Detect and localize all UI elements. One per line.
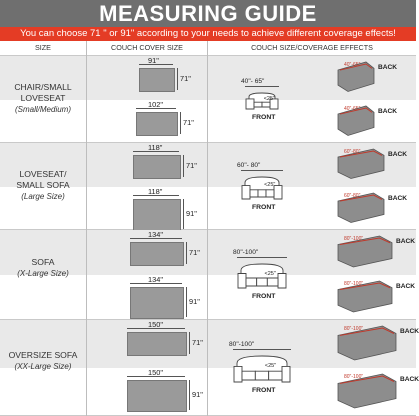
cover-rectangle bbox=[133, 199, 181, 231]
back-coverage-range: 80"-100" bbox=[344, 281, 364, 287]
size-label bbox=[0, 82, 86, 115]
height-dimension-line bbox=[180, 112, 181, 134]
page-title: MEASURING GUIDE bbox=[0, 0, 416, 27]
front-label: FRONT bbox=[252, 203, 276, 211]
size-name: CHAIR/SMALL bbox=[14, 81, 72, 92]
front-label: FRONT bbox=[252, 387, 276, 394]
cover-rectangle bbox=[133, 155, 181, 179]
cover-width: 150" bbox=[148, 320, 163, 329]
seat-depth: <25" bbox=[264, 270, 276, 277]
back-label: BACK bbox=[400, 376, 419, 383]
cover-height: 71" bbox=[192, 338, 203, 347]
height-dimension-line bbox=[189, 332, 190, 354]
couch-width-line bbox=[237, 257, 287, 258]
cover-rectangle bbox=[130, 287, 184, 319]
height-dimension-line bbox=[183, 155, 184, 177]
couch-width-range: 80"-100" bbox=[233, 249, 259, 256]
front-sofa-illustration bbox=[241, 173, 283, 206]
size-subtitle: (XX-Large Size) bbox=[14, 362, 72, 371]
cover-rectangle bbox=[130, 242, 184, 266]
cover-width: 102" bbox=[148, 99, 163, 109]
back-coverage-range: 80"-100" bbox=[344, 236, 364, 242]
height-dimension-line bbox=[177, 68, 178, 90]
column-divider bbox=[86, 41, 87, 416]
seat-depth: <25" bbox=[264, 363, 277, 370]
back-label: BACK bbox=[388, 194, 408, 202]
size-label bbox=[0, 257, 86, 279]
back-coverage-range: 40"-65" bbox=[344, 62, 361, 68]
back-label: BACK bbox=[396, 238, 416, 245]
back-coverage-range: 60"-80" bbox=[344, 192, 361, 199]
size-name-line2: LOVESEAT bbox=[20, 92, 66, 103]
column-divider bbox=[207, 41, 208, 416]
seat-depth: <25" bbox=[263, 96, 275, 103]
cover-rectangle bbox=[139, 68, 175, 92]
cover-width: 134" bbox=[148, 230, 163, 239]
cover-width: 118" bbox=[148, 143, 163, 152]
cover-width: 134" bbox=[148, 275, 163, 284]
couch-width-line bbox=[245, 86, 279, 87]
column-header-cover: COUCH COVER SIZE bbox=[87, 41, 207, 56]
size-subtitle: (X-Large Size) bbox=[17, 269, 69, 278]
back-label: BACK bbox=[378, 107, 398, 115]
size-label bbox=[0, 350, 86, 372]
cover-width: 150" bbox=[148, 368, 163, 377]
back-label: BACK bbox=[396, 283, 416, 290]
front-sofa-illustration bbox=[237, 260, 287, 295]
size-name: OVERSIZE SOFA bbox=[8, 350, 78, 360]
cover-height: 71" bbox=[189, 248, 200, 257]
height-dimension-line bbox=[186, 242, 187, 264]
front-label: FRONT bbox=[252, 113, 276, 121]
couch-width-range: 80"-100" bbox=[229, 341, 255, 348]
cover-height: 91" bbox=[189, 297, 200, 306]
size-name: LOVESEAT/ bbox=[19, 168, 67, 179]
couch-width-range: 40"- 65" bbox=[241, 77, 265, 85]
size-subtitle: (Small/Medium) bbox=[14, 104, 71, 114]
cover-rectangle bbox=[127, 332, 187, 356]
couch-width-range: 60"- 80" bbox=[237, 161, 261, 169]
cover-height: 71" bbox=[183, 117, 194, 127]
cover-height: 71" bbox=[180, 74, 191, 83]
back-coverage-range: 60"-80" bbox=[344, 149, 361, 155]
size-name: SOFA bbox=[31, 257, 55, 267]
back-label: BACK bbox=[378, 64, 398, 71]
couch-width-line bbox=[233, 349, 291, 350]
back-coverage-range: 80"-100" bbox=[344, 326, 364, 332]
size-name-line2: SMALL SOFA bbox=[16, 179, 70, 190]
height-dimension-line bbox=[183, 199, 184, 229]
couch-width-line bbox=[241, 170, 283, 171]
size-label bbox=[0, 169, 86, 202]
column-header-effects: COUCH SIZE/COVERAGE EFFECTS bbox=[208, 41, 416, 56]
back-label: BACK bbox=[400, 328, 419, 335]
back-coverage-range: 80"-100" bbox=[344, 374, 364, 380]
cover-width: 91" bbox=[148, 56, 159, 65]
column-header-size: SIZE bbox=[0, 41, 86, 56]
cover-height: 91" bbox=[192, 390, 203, 399]
size-subtitle: (Large Size) bbox=[21, 191, 65, 201]
back-coverage-range: 40"-65" bbox=[344, 105, 361, 112]
cover-rectangle bbox=[127, 380, 187, 412]
back-label: BACK bbox=[388, 151, 408, 158]
front-label: FRONT bbox=[252, 293, 276, 300]
subtitle-banner: You can choose 71 " or 91" according to your needs to achieve different coverage effects! bbox=[0, 27, 416, 41]
cover-height: 71" bbox=[186, 161, 197, 170]
seat-depth: <25" bbox=[264, 182, 276, 189]
height-dimension-line bbox=[186, 287, 187, 317]
cover-height: 91" bbox=[186, 208, 197, 218]
height-dimension-line bbox=[189, 380, 190, 410]
cover-rectangle bbox=[136, 112, 178, 136]
front-sofa-illustration bbox=[233, 352, 291, 389]
cover-width: 118" bbox=[148, 186, 163, 196]
